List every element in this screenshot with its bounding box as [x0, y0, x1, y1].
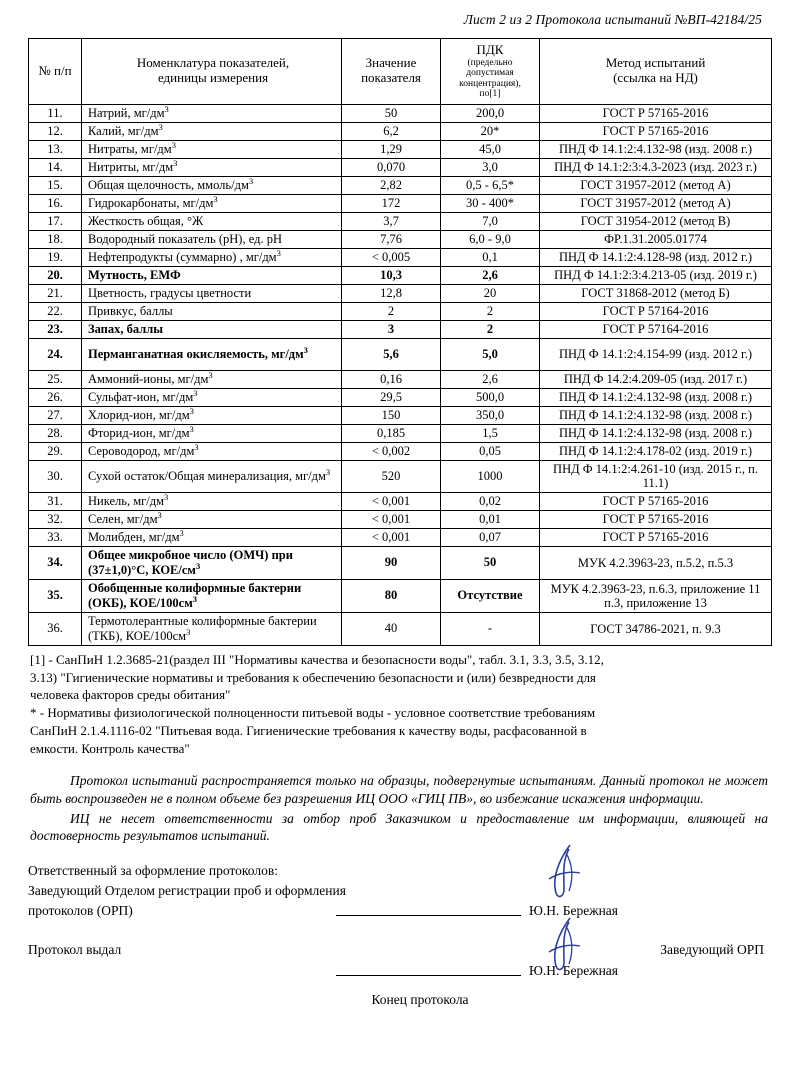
table-row: [29, 104, 772, 122]
footnote-line: * - Нормативы физиологической полноценности питьевой воды - условное соответствие требованиям: [30, 705, 596, 721]
signer-name-2: Ю.Н. Бережная: [529, 962, 618, 978]
cell-value: 0,16: [342, 370, 441, 388]
table-header-row: [29, 39, 772, 105]
cell-value: 80: [342, 579, 441, 612]
legal-paragraph-2: ИЦ не несет ответственности за отбор проб Заказчиком и предоставление им информации, влияющей на достоверность результатов испытаний.: [30, 810, 768, 844]
table-row: [29, 370, 772, 388]
end-of-protocol: Конец протокола: [371, 992, 469, 1008]
responsible-label: Ответственный за оформление протоколов:: [28, 863, 278, 879]
cell-no: 21.: [29, 284, 82, 302]
table-row: [29, 492, 772, 510]
cell-pdk: 350,0: [441, 406, 540, 424]
unit-exponent: 3: [192, 593, 197, 604]
cell-method: ПНД Ф 14.1:2:4.128-98 (изд. 2012 г.): [540, 248, 772, 266]
table-row: [29, 424, 772, 442]
cell-value: 90: [342, 546, 441, 579]
cell-value: < 0,001: [342, 492, 441, 510]
table-row: [29, 212, 772, 230]
cell-no: 23.: [29, 320, 82, 338]
unit-exponent: 3: [164, 103, 169, 114]
cell-value: 50: [342, 104, 441, 122]
cell-pdk: -: [441, 612, 540, 645]
table-row: [29, 122, 772, 140]
cell-no: 36.: [29, 612, 82, 645]
table-row: [29, 230, 772, 248]
cell-pdk: 20*: [441, 122, 540, 140]
position-line-2: протоколов (ОРП): [28, 902, 133, 918]
indicator-label: Привкус, баллы: [88, 303, 173, 318]
cell-indicator-name: [82, 612, 342, 645]
table-row: [29, 194, 772, 212]
indicator-label: Запах, баллы: [88, 321, 164, 336]
cell-pdk: 2,6: [441, 370, 540, 388]
unit-exponent: 3: [189, 423, 194, 434]
cell-method: ПНД Ф 14.1:2:3:4.213-05 (изд. 2019 г.): [540, 266, 772, 284]
cell-method: ПНД Ф 14.1:2:4.132-98 (изд. 2008 г.): [540, 406, 772, 424]
cell-indicator-name: [82, 492, 342, 510]
cell-pdk: 5,0: [441, 338, 540, 370]
unit-exponent: 3: [173, 157, 178, 168]
indicator-label: Мутность, ЕМФ: [88, 267, 181, 282]
cell-method: ПНД Ф 14.1:2:3:4.3-2023 (изд. 2023 г.): [540, 158, 772, 176]
signer-name-1: Ю.Н. Бережная: [529, 902, 618, 918]
cell-method: ГОСТ 31868-2012 (метод Б): [540, 284, 772, 302]
cell-value: 520: [342, 460, 441, 492]
table-row: [29, 612, 772, 645]
cell-method: ГОСТ 34786-2021, п. 9.3: [540, 612, 772, 645]
signature-line-1: [336, 914, 521, 916]
cell-method: ГОСТ Р 57165-2016: [540, 492, 772, 510]
table-row: [29, 579, 772, 612]
table-head: [29, 39, 772, 105]
cell-pdk: 3,0: [441, 158, 540, 176]
unit-exponent: 3: [325, 466, 331, 477]
cell-pdk: 0,02: [441, 492, 540, 510]
cell-value: < 0,001: [342, 528, 441, 546]
table-row: [29, 266, 772, 284]
cell-value: 2,82: [342, 176, 441, 194]
cell-pdk: 0,07: [441, 528, 540, 546]
position-line-1: Заведующий Отделом регистрации проб и оформления: [28, 883, 346, 899]
cell-no: 15.: [29, 176, 82, 194]
indicator-label: Сухой остаток/Общая минерализация, мг/дм: [88, 468, 326, 483]
results-table: [28, 38, 772, 646]
sheet-header: Лист 2 из 2 Протокола испытаний №ВП-42184/25: [463, 12, 762, 27]
indicator-label: Фторид-ион, мг/дм: [88, 425, 190, 440]
legal-paragraph-1: Протокол испытаний распространяется только на образцы, подвергнутые испытаниям. Данный протокол не может быть воспроизведен не в полном объеме без разрешения ИЦ ООО «ГИЦ ПВ», во избежание искажения информации.: [30, 773, 768, 806]
cell-pdk: 20: [441, 284, 540, 302]
header-pdk: ПДК (предельно допустимая концентрация), по[1]: [441, 39, 540, 105]
cell-method: ПНД Ф 14.2:4.209-05 (изд. 2017 г.): [540, 370, 772, 388]
cell-no: 17.: [29, 212, 82, 230]
header-no: № п/п: [29, 39, 82, 105]
cell-indicator-name: [82, 320, 342, 338]
cell-indicator-name: [82, 546, 342, 579]
cell-pdk: 200,0: [441, 104, 540, 122]
cell-value: 150: [342, 406, 441, 424]
cell-indicator-name: [82, 338, 342, 370]
cell-indicator-name: [82, 104, 342, 122]
signature-row-3: [28, 961, 772, 980]
cell-indicator-name: [82, 579, 342, 612]
unit-exponent: 3: [164, 491, 169, 502]
cell-method: ГОСТ Р 57164-2016: [540, 302, 772, 320]
cell-value: 40: [342, 612, 441, 645]
cell-indicator-name: [82, 370, 342, 388]
header-value: Значение показателя: [342, 39, 441, 105]
indicator-label: Молибден, мг/дм: [88, 529, 180, 544]
table-row: [29, 460, 772, 492]
unit-exponent: 3: [193, 387, 198, 398]
cell-value: 29,5: [342, 388, 441, 406]
cell-pdk: 1000: [441, 460, 540, 492]
cell-value: 5,6: [342, 338, 441, 370]
cell-no: 26.: [29, 388, 82, 406]
table-row: [29, 248, 772, 266]
indicator-label: Калий, мг/дм: [88, 123, 159, 138]
cell-indicator-name: [82, 248, 342, 266]
cell-value: 1,29: [342, 140, 441, 158]
cell-indicator-name: [82, 266, 342, 284]
indicator-label: Аммоний-ионы, мг/дм: [88, 371, 209, 386]
cell-no: 14.: [29, 158, 82, 176]
table-row: [29, 284, 772, 302]
cell-no: 35.: [29, 579, 82, 612]
unit-exponent: 3: [208, 369, 213, 380]
indicator-label: Селен, мг/дм: [88, 511, 158, 526]
cell-no: 31.: [29, 492, 82, 510]
cell-pdk: 0,01: [441, 510, 540, 528]
cell-pdk: 0,5 - 6,5*: [441, 176, 540, 194]
cell-value: 10,3: [342, 266, 441, 284]
indicator-label: Сульфат-ион, мг/дм: [88, 389, 194, 404]
cell-method: ГОСТ Р 57165-2016: [540, 528, 772, 546]
cell-indicator-name: [82, 528, 342, 546]
cell-value: 3: [342, 320, 441, 338]
table-row: [29, 158, 772, 176]
cell-no: 22.: [29, 302, 82, 320]
cell-pdk: 1,5: [441, 424, 540, 442]
cell-no: 12.: [29, 122, 82, 140]
signature-row-1: [28, 901, 772, 920]
cell-pdk: 0,05: [441, 442, 540, 460]
footnote-line: [1] - СанПиН 1.2.3685-21(раздел III "Нормативы качества и безопасности воды", табл. 3.1, 3.3, 3.5, 3.12,: [30, 651, 604, 667]
cell-indicator-name: [82, 460, 342, 492]
pdk-po-label: по: [479, 89, 490, 100]
cell-indicator-name: [82, 302, 342, 320]
cell-value: 6,2: [342, 122, 441, 140]
unit-exponent: 3: [195, 560, 201, 571]
cell-pdk: 45,0: [441, 140, 540, 158]
table-row: [29, 320, 772, 338]
table-body: [29, 104, 772, 645]
indicator-label: Обобщенные колиформные бактерии (ОКБ), КОЕ/100см: [88, 580, 302, 610]
cell-method: ГОСТ Р 57165-2016: [540, 122, 772, 140]
cell-pdk: Отсутствие: [441, 579, 540, 612]
cell-method: МУК 4.2.3963-23, п.5.2, п.5.3: [540, 546, 772, 579]
cell-no: 28.: [29, 424, 82, 442]
footnote-line: емкости. Контроль качества": [30, 741, 190, 757]
table-row: [29, 406, 772, 424]
indicator-label: Водородный показатель (рН), ед. рН: [88, 231, 282, 246]
cell-no: 34.: [29, 546, 82, 579]
cell-no: 13.: [29, 140, 82, 158]
cell-value: 0,185: [342, 424, 441, 442]
cell-indicator-name: [82, 424, 342, 442]
cell-method: ПНД Ф 14.1:2:4.178-02 (изд. 2019 г.): [540, 442, 772, 460]
issued-position: Заведующий ОРП: [660, 941, 764, 957]
cell-pdk: 7,0: [441, 212, 540, 230]
table-row: [29, 388, 772, 406]
cell-pdk: 500,0: [441, 388, 540, 406]
cell-method: ПНД Ф 14.1:2:4.132-98 (изд. 2008 г.): [540, 140, 772, 158]
unit-exponent: 3: [189, 405, 194, 416]
cell-method: ГОСТ 31954-2012 (метод В): [540, 212, 772, 230]
indicator-label: Нефтепродукты (суммарно) , мг/дм: [88, 249, 277, 264]
table-row: [29, 442, 772, 460]
cell-no: 18.: [29, 230, 82, 248]
cell-value: 172: [342, 194, 441, 212]
cell-value: 3,7: [342, 212, 441, 230]
cell-method: ПНД Ф 14.1:2:4.132-98 (изд. 2008 г.): [540, 388, 772, 406]
indicator-label: Общее микробное число (ОМЧ) при (37±1,0)°С, КОЕ/см: [88, 547, 293, 577]
cell-method: ГОСТ Р 57165-2016: [540, 510, 772, 528]
indicator-label: Термотолерантные колиформные бактерии (ТКБ), КОЕ/100см: [88, 613, 317, 643]
cell-no: 32.: [29, 510, 82, 528]
footnote-line: 3.13) "Гигиенические нормативы и требования к обеспечению безопасности и (или) безвредности для: [30, 669, 596, 685]
indicator-label: Натрий, мг/дм: [88, 105, 165, 120]
table-row: [29, 302, 772, 320]
unit-exponent: 3: [157, 509, 162, 520]
unit-exponent: 3: [186, 626, 191, 637]
cell-method: ГОСТ 31957-2012 (метод А): [540, 194, 772, 212]
cell-no: 16.: [29, 194, 82, 212]
indicator-label: Никель, мг/дм: [88, 493, 164, 508]
cell-no: 24.: [29, 338, 82, 370]
indicator-label: Перманганатная окисляемость, мг/дм: [88, 346, 304, 361]
issued-label: Протокол выдал: [28, 941, 122, 957]
table-row: [29, 176, 772, 194]
cell-method: ПНД Ф 14.1:2:4.154-99 (изд. 2012 г.): [540, 338, 772, 370]
cell-method: ГОСТ Р 57164-2016: [540, 320, 772, 338]
cell-value: < 0,001: [342, 510, 441, 528]
table-row: [29, 338, 772, 370]
footnote-line: СанПиН 2.1.4.1116-02 "Питьевая вода. Гигиенические требования к качеству воды, расфасованной в: [30, 723, 587, 739]
cell-pdk: 6,0 - 9,0: [441, 230, 540, 248]
header-name: Номенклатура показателей, единицы измерения: [82, 39, 342, 105]
cell-indicator-name: [82, 212, 342, 230]
header-method: Метод испытаний (ссылка на НД): [540, 39, 772, 105]
cell-indicator-name: [82, 406, 342, 424]
cell-pdk: 0,1: [441, 248, 540, 266]
signature-line-2: [336, 974, 521, 976]
cell-indicator-name: [82, 158, 342, 176]
cell-indicator-name: [82, 284, 342, 302]
signature-block: [28, 861, 772, 980]
cell-no: 20.: [29, 266, 82, 284]
indicator-label: Нитраты, мг/дм: [88, 141, 172, 156]
cell-method: ПНД Ф 14.1:2:4.132-98 (изд. 2008 г.): [540, 424, 772, 442]
indicator-label: Цветность, градусы цветности: [88, 285, 252, 300]
unit-exponent: 3: [179, 527, 184, 538]
cell-no: 27.: [29, 406, 82, 424]
cell-method: ПНД Ф 14.1:2:4.261-10 (изд. 2015 г., п. 11.1): [540, 460, 772, 492]
cell-indicator-name: [82, 230, 342, 248]
cell-method: ГОСТ Р 57165-2016: [540, 104, 772, 122]
cell-value: < 0,005: [342, 248, 441, 266]
cell-value: 7,76: [342, 230, 441, 248]
cell-value: 2: [342, 302, 441, 320]
cell-value: 0,070: [342, 158, 441, 176]
cell-pdk: 30 - 400*: [441, 194, 540, 212]
cell-indicator-name: [82, 122, 342, 140]
indicator-label: Сероводород, мг/дм: [88, 443, 195, 458]
cell-no: 33.: [29, 528, 82, 546]
cell-indicator-name: [82, 176, 342, 194]
table-row: [29, 510, 772, 528]
table-row: [29, 546, 772, 579]
cell-no: 19.: [29, 248, 82, 266]
pdk-ref: [1]: [489, 89, 501, 100]
cell-value: < 0,002: [342, 442, 441, 460]
cell-indicator-name: [82, 388, 342, 406]
cell-method: ФР.1.31.2005.01774: [540, 230, 772, 248]
indicator-label: Нитриты, мг/дм: [88, 159, 174, 174]
signature-row-2: [28, 940, 772, 959]
cell-no: 11.: [29, 104, 82, 122]
cell-indicator-name: [82, 442, 342, 460]
unit-exponent: 3: [158, 121, 163, 132]
cell-pdk: 2: [441, 320, 540, 338]
cell-indicator-name: [82, 140, 342, 158]
cell-indicator-name: [82, 510, 342, 528]
cell-value: 12,8: [342, 284, 441, 302]
cell-method: ГОСТ 31957-2012 (метод А): [540, 176, 772, 194]
legal-notice: [28, 772, 772, 845]
unit-exponent: 3: [194, 441, 199, 452]
cell-no: 25.: [29, 370, 82, 388]
unit-exponent: 3: [248, 175, 254, 186]
indicator-label: Гидрокарбонаты, мг/дм: [88, 195, 214, 210]
cell-pdk: 2,6: [441, 266, 540, 284]
unit-exponent: 3: [276, 247, 281, 258]
cell-no: 30.: [29, 460, 82, 492]
unit-exponent: 3: [171, 139, 176, 150]
cell-indicator-name: [82, 194, 342, 212]
unit-exponent: 3: [303, 344, 308, 355]
indicator-label: Хлорид-ион, мг/дм: [88, 407, 190, 422]
footnote-line: человека факторов среды обитания": [30, 687, 231, 703]
cell-no: 29.: [29, 442, 82, 460]
table-row: [29, 140, 772, 158]
cell-pdk: 50: [441, 546, 540, 579]
indicator-label: Общая щелочность, ммоль/дм: [88, 177, 249, 192]
unit-exponent: 3: [213, 193, 218, 204]
footnotes: [28, 652, 772, 758]
cell-pdk: 2: [441, 302, 540, 320]
table-row: [29, 528, 772, 546]
indicator-label: Жесткость общая, °Ж: [88, 213, 204, 228]
cell-method: МУК 4.2.3963-23, п.6.3, приложение 11 п.3, приложение 13: [540, 579, 772, 612]
